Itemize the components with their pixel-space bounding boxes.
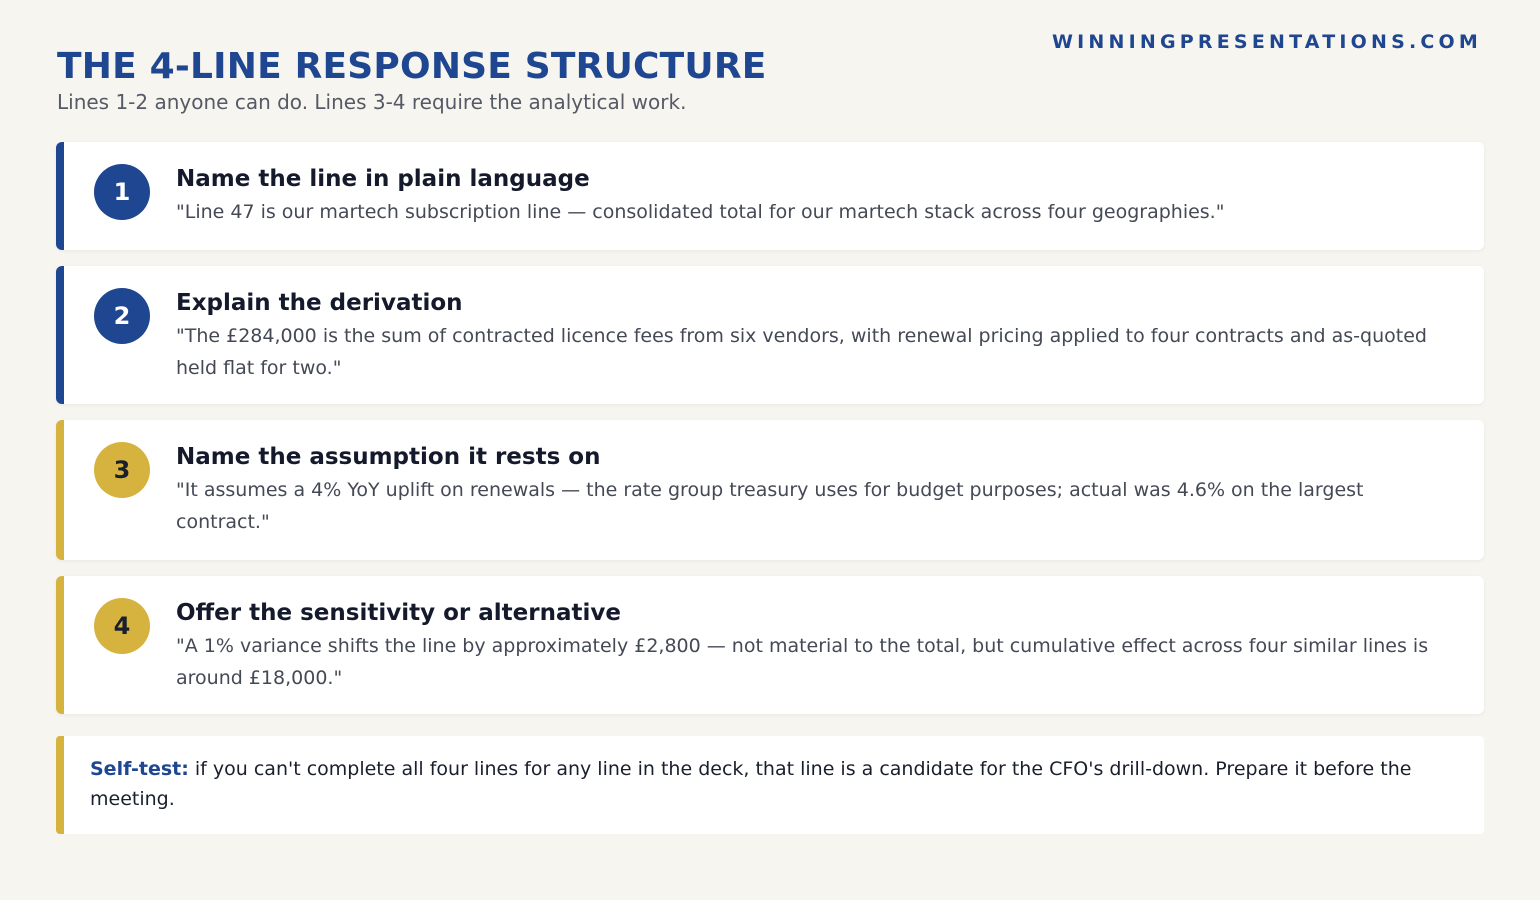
step-number-badge: 2: [94, 288, 150, 344]
step-title: Explain the derivation: [176, 290, 463, 316]
page-subtitle: Lines 1-2 anyone can do. Lines 3-4 require the analytical work.: [57, 90, 687, 114]
step-card-2: [56, 266, 1484, 404]
page-title: THE 4-LINE RESPONSE STRUCTURE: [57, 46, 767, 87]
step-title: Name the line in plain language: [176, 166, 590, 192]
step-example-quote: "The £284,000 is the sum of contracted licence fees from six vendors, with renewal pricing applied to four contracts and as-quoted held flat for two.": [176, 325, 1427, 379]
step-number-badge: 4: [94, 598, 150, 654]
step-title: Offer the sensitivity or alternative: [176, 600, 621, 626]
step-card-3: [56, 420, 1484, 560]
step-card-1: [56, 142, 1484, 250]
self-test-text: if you can't complete all four lines for any line in the deck, that line is a candidate for the CFO's drill-down. Prepare it before the meeting.: [90, 758, 1412, 810]
self-test-callout: [56, 736, 1484, 834]
step-list: [56, 142, 1484, 730]
self-test-label: Self-test:: [90, 758, 189, 780]
step-example-quote: "It assumes a 4% YoY uplift on renewals — the rate group treasury uses for budget purposes; actual was 4.6% on the largest contract.": [176, 479, 1364, 533]
step-example-quote: "A 1% variance shifts the line by approximately £2,800 — not material to the total, but cumulative effect across four similar lines is around £18,000.": [176, 635, 1429, 689]
step-number-badge: 3: [94, 442, 150, 498]
step-example-quote: "Line 47 is our martech subscription line — consolidated total for our martech stack across four geographies.": [176, 201, 1225, 223]
brand-wordmark: WINNINGPRESENTATIONS.COM: [1052, 31, 1482, 53]
step-card-4: [56, 576, 1484, 714]
step-number-badge: 1: [94, 164, 150, 220]
step-title: Name the assumption it rests on: [176, 444, 601, 470]
